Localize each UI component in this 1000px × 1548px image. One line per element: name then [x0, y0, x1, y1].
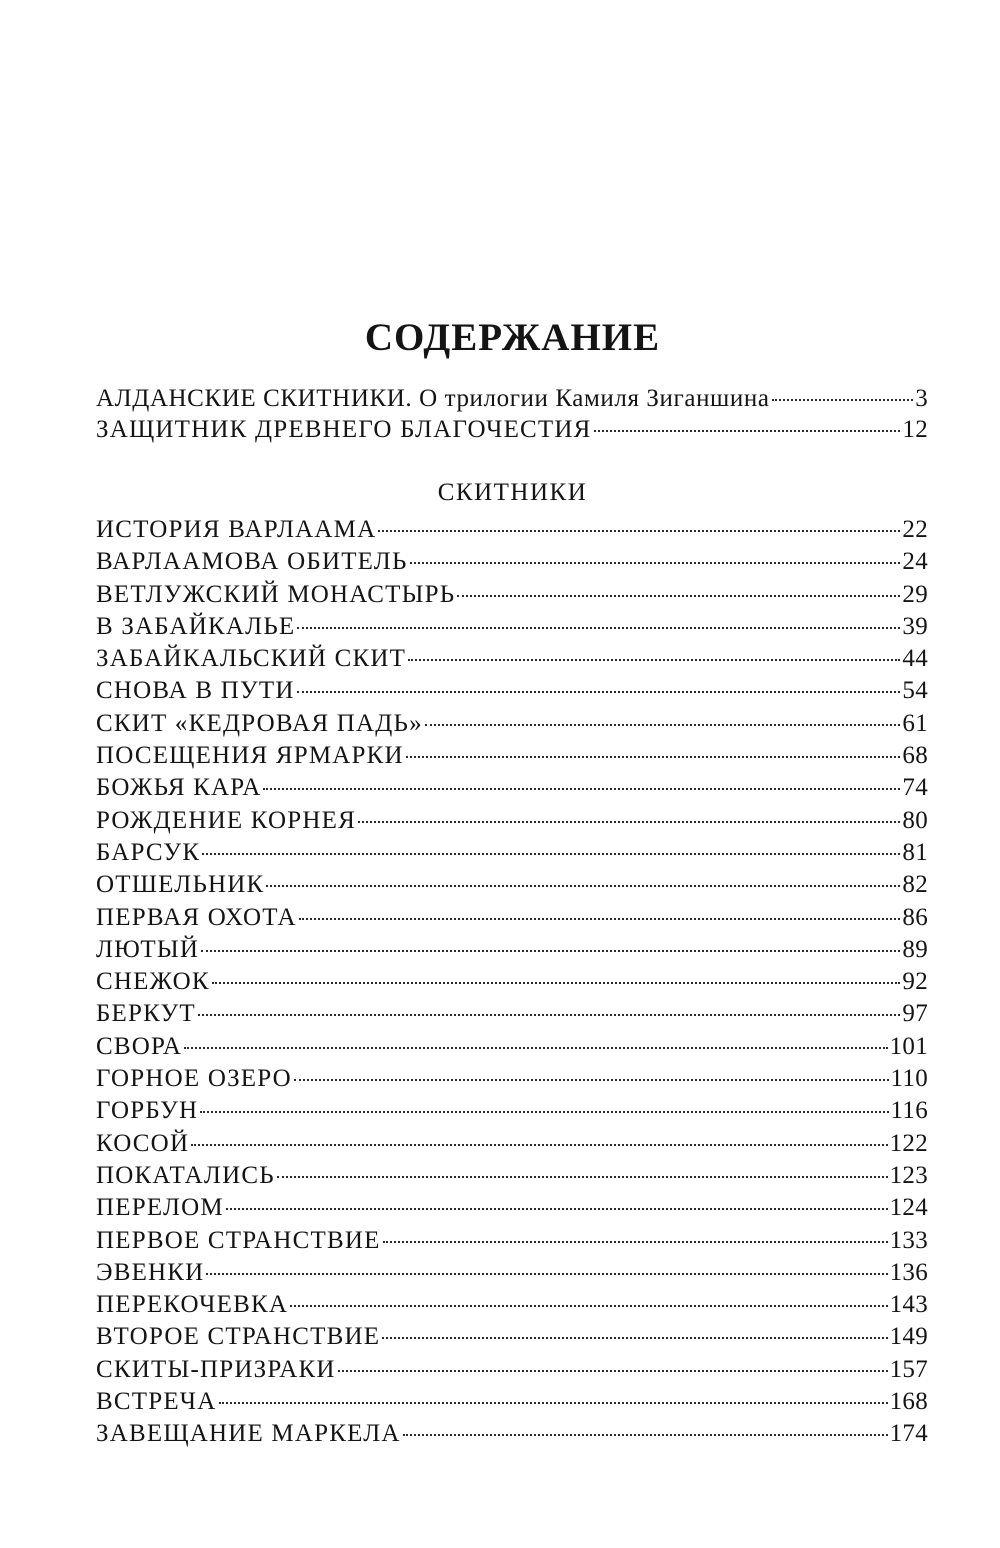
toc-entry-page: 12 — [902, 416, 928, 443]
toc-entry-title: ЗАБАЙКАЛЬСКИЙ СКИТ — [96, 645, 407, 673]
toc-entry-page: 22 — [902, 516, 928, 543]
dot-leader — [198, 1014, 901, 1016]
dot-leader — [594, 430, 901, 432]
dot-leader — [383, 1241, 888, 1243]
toc-entry-page: 24 — [902, 548, 928, 576]
toc-entry-page: 80 — [902, 806, 928, 834]
toc-entry-title: БЕРКУТ — [96, 1000, 196, 1028]
dot-leader — [297, 691, 901, 693]
toc-entry-intro-2[interactable] — [96, 414, 928, 445]
toc-entry-page: 124 — [889, 1194, 928, 1222]
toc-entry[interactable] — [96, 1257, 928, 1289]
toc-entry[interactable] — [96, 611, 928, 643]
toc-entry-page: 97 — [902, 1000, 928, 1028]
toc-entry-title: ЛЮТЫЙ — [96, 935, 200, 963]
dot-leader — [212, 982, 901, 984]
toc-entry-title: В ЗАБАЙКАЛЬЕ — [96, 612, 296, 640]
toc-entry-title: ВСТРЕЧА — [96, 1388, 217, 1416]
toc-entry[interactable] — [96, 1095, 928, 1127]
toc-entry-title: ПОСЕЩЕНИЯ ЯРМАРКИ — [96, 742, 404, 770]
toc-entry-title: ОТШЕЛЬНИК — [96, 871, 265, 899]
toc-entry-title: СНЕЖОК — [96, 968, 210, 996]
toc-entry-page: 101 — [889, 1032, 928, 1060]
toc-entry-intro-1[interactable] — [96, 383, 928, 414]
toc-entry[interactable] — [96, 805, 928, 837]
toc-entry-page: 168 — [889, 1388, 928, 1416]
toc-entry[interactable] — [96, 1225, 928, 1257]
dot-leader — [410, 562, 901, 564]
dot-leader — [299, 918, 901, 920]
toc-entry-page: 110 — [890, 1065, 928, 1093]
toc-entry[interactable] — [96, 546, 928, 578]
toc-entry-page: 39 — [902, 612, 928, 640]
toc-entry[interactable] — [96, 772, 928, 804]
toc-entry[interactable] — [96, 579, 928, 611]
dot-leader — [408, 659, 900, 661]
dot-leader — [202, 853, 900, 855]
toc-entry-page: 68 — [902, 742, 928, 770]
toc-entry-page: 92 — [902, 968, 928, 996]
dot-leader — [378, 530, 900, 532]
toc-entry-title: ПЕРВОЕ СТРАНСТВИЕ — [96, 1226, 381, 1254]
toc-entry[interactable] — [96, 1063, 928, 1095]
dot-leader — [226, 1208, 888, 1210]
toc-entry[interactable] — [96, 514, 928, 546]
toc-entry-page: 89 — [902, 935, 928, 963]
toc-entry[interactable] — [96, 869, 928, 901]
toc-entry-page: 123 — [889, 1161, 928, 1189]
toc-entry[interactable] — [96, 708, 928, 740]
toc-entry[interactable] — [96, 934, 928, 966]
toc-entry[interactable] — [96, 1289, 928, 1321]
dot-leader — [382, 1337, 887, 1339]
toc-entry[interactable] — [96, 998, 928, 1030]
toc-entry-title: БАРСУК — [96, 838, 201, 866]
dot-leader — [457, 595, 900, 597]
toc-entry-page: 54 — [902, 677, 928, 705]
dot-leader — [772, 399, 914, 401]
toc-entry-title: ЭВЕНКИ — [96, 1258, 205, 1286]
toc-entry-page: 149 — [889, 1323, 928, 1351]
toc-entry-title: ПЕРЕКОЧЕВКА — [96, 1291, 289, 1319]
dot-leader — [201, 950, 900, 952]
toc-entry-page: 133 — [889, 1226, 928, 1254]
toc-entry-title: ЗАЩИТНИК ДРЕВНЕГО БЛАГОЧЕСТИЯ — [96, 416, 592, 443]
dot-leader — [266, 885, 900, 887]
dot-leader — [290, 1305, 887, 1307]
dot-leader — [200, 1111, 888, 1113]
dot-leader — [406, 756, 901, 758]
toc-entry-page: 136 — [889, 1258, 928, 1286]
toc-entry-page: 3 — [915, 385, 928, 412]
toc-entry[interactable] — [96, 1418, 928, 1450]
toc-entry-title: ЗАВЕЩАНИЕ МАРКЕЛА — [96, 1420, 401, 1448]
section-heading: СКИТНИКИ — [437, 479, 588, 506]
toc-entry-title: СКИТЫ-ПРИЗРАКИ — [96, 1355, 336, 1383]
toc-entry-title: ПОКАТАЛИСЬ — [96, 1161, 275, 1189]
intro-toc-list — [96, 383, 928, 445]
dot-leader — [338, 1370, 888, 1372]
toc-entry-title: КОСОЙ — [96, 1129, 190, 1157]
toc-entry-page: 44 — [902, 645, 928, 673]
page-title: СОДЕРЖАНИЕ — [364, 316, 661, 359]
dot-leader — [191, 1144, 887, 1146]
toc-entry-page: 174 — [889, 1420, 928, 1448]
toc-entry[interactable] — [96, 1386, 928, 1418]
dot-leader — [294, 1079, 889, 1081]
toc-entry-title: СНОВА В ПУТИ — [96, 677, 295, 705]
toc-entry-title: ВЕТЛУЖСКИЙ МОНАСТЫРЬ — [96, 580, 456, 608]
toc-entry[interactable] — [96, 1160, 928, 1192]
dot-leader — [297, 627, 900, 629]
toc-entry-page: 157 — [889, 1355, 928, 1383]
toc-entry[interactable] — [96, 643, 928, 675]
toc-entry-title: ВТОРОЕ СТРАНСТВИЕ — [96, 1323, 381, 1351]
toc-entry-page: 143 — [889, 1291, 928, 1319]
dot-leader — [263, 788, 900, 790]
toc-entry[interactable] — [96, 1321, 928, 1353]
toc-entry-page: 81 — [902, 838, 928, 866]
dot-leader — [219, 1402, 888, 1404]
toc-entry-page: 86 — [902, 903, 928, 931]
toc-entry[interactable] — [96, 902, 928, 934]
toc-entry[interactable] — [96, 1128, 928, 1160]
toc-entry[interactable] — [96, 837, 928, 869]
toc-entry-title: БОЖЬЯ КАРА — [96, 774, 262, 802]
toc-entry-page: 61 — [902, 709, 928, 737]
toc-entry-title: ГОРНОЕ ОЗЕРО — [96, 1065, 292, 1093]
toc-entry-page: 74 — [902, 774, 928, 802]
toc-entry[interactable] — [96, 675, 928, 707]
toc-entry[interactable] — [96, 740, 928, 772]
toc-entry-title: ИСТОРИЯ ВАРЛААМА — [96, 516, 377, 543]
toc-entry[interactable] — [96, 1354, 928, 1386]
toc-entry-title: СКИТ «КЕДРОВАЯ ПАДЬ» — [96, 709, 423, 737]
dot-leader — [425, 724, 901, 726]
toc-entry-title: СВОРА — [96, 1032, 183, 1060]
toc-entry[interactable] — [96, 1031, 928, 1063]
toc-entry-page: 116 — [890, 1097, 928, 1125]
toc-entry[interactable] — [96, 1192, 928, 1224]
toc-entry-title: АЛДАНСКИЕ СКИТНИКИ. О трилогии Камиля Зиганшина — [96, 385, 770, 412]
toc-entry-page: 82 — [902, 871, 928, 899]
toc-entry[interactable] — [96, 966, 928, 998]
dot-leader — [184, 1047, 887, 1049]
dot-leader — [403, 1434, 888, 1436]
toc-entry-title: РОЖДЕНИЕ КОРНЕЯ — [96, 806, 357, 834]
dot-leader — [206, 1273, 887, 1275]
toc-entry-title: ПЕРЕЛОМ — [96, 1194, 224, 1222]
toc-entry-title: ГОРБУН — [96, 1097, 199, 1125]
toc-entry-page: 29 — [902, 580, 928, 608]
section-toc-list — [96, 514, 928, 1451]
dot-leader — [277, 1176, 888, 1178]
dot-leader — [358, 821, 900, 823]
toc-entry-page: 122 — [889, 1129, 928, 1157]
toc-entry-title: ВАРЛААМОВА ОБИТЕЛЬ — [96, 548, 408, 576]
toc-entry-title: ПЕРВАЯ ОХОТА — [96, 903, 297, 931]
